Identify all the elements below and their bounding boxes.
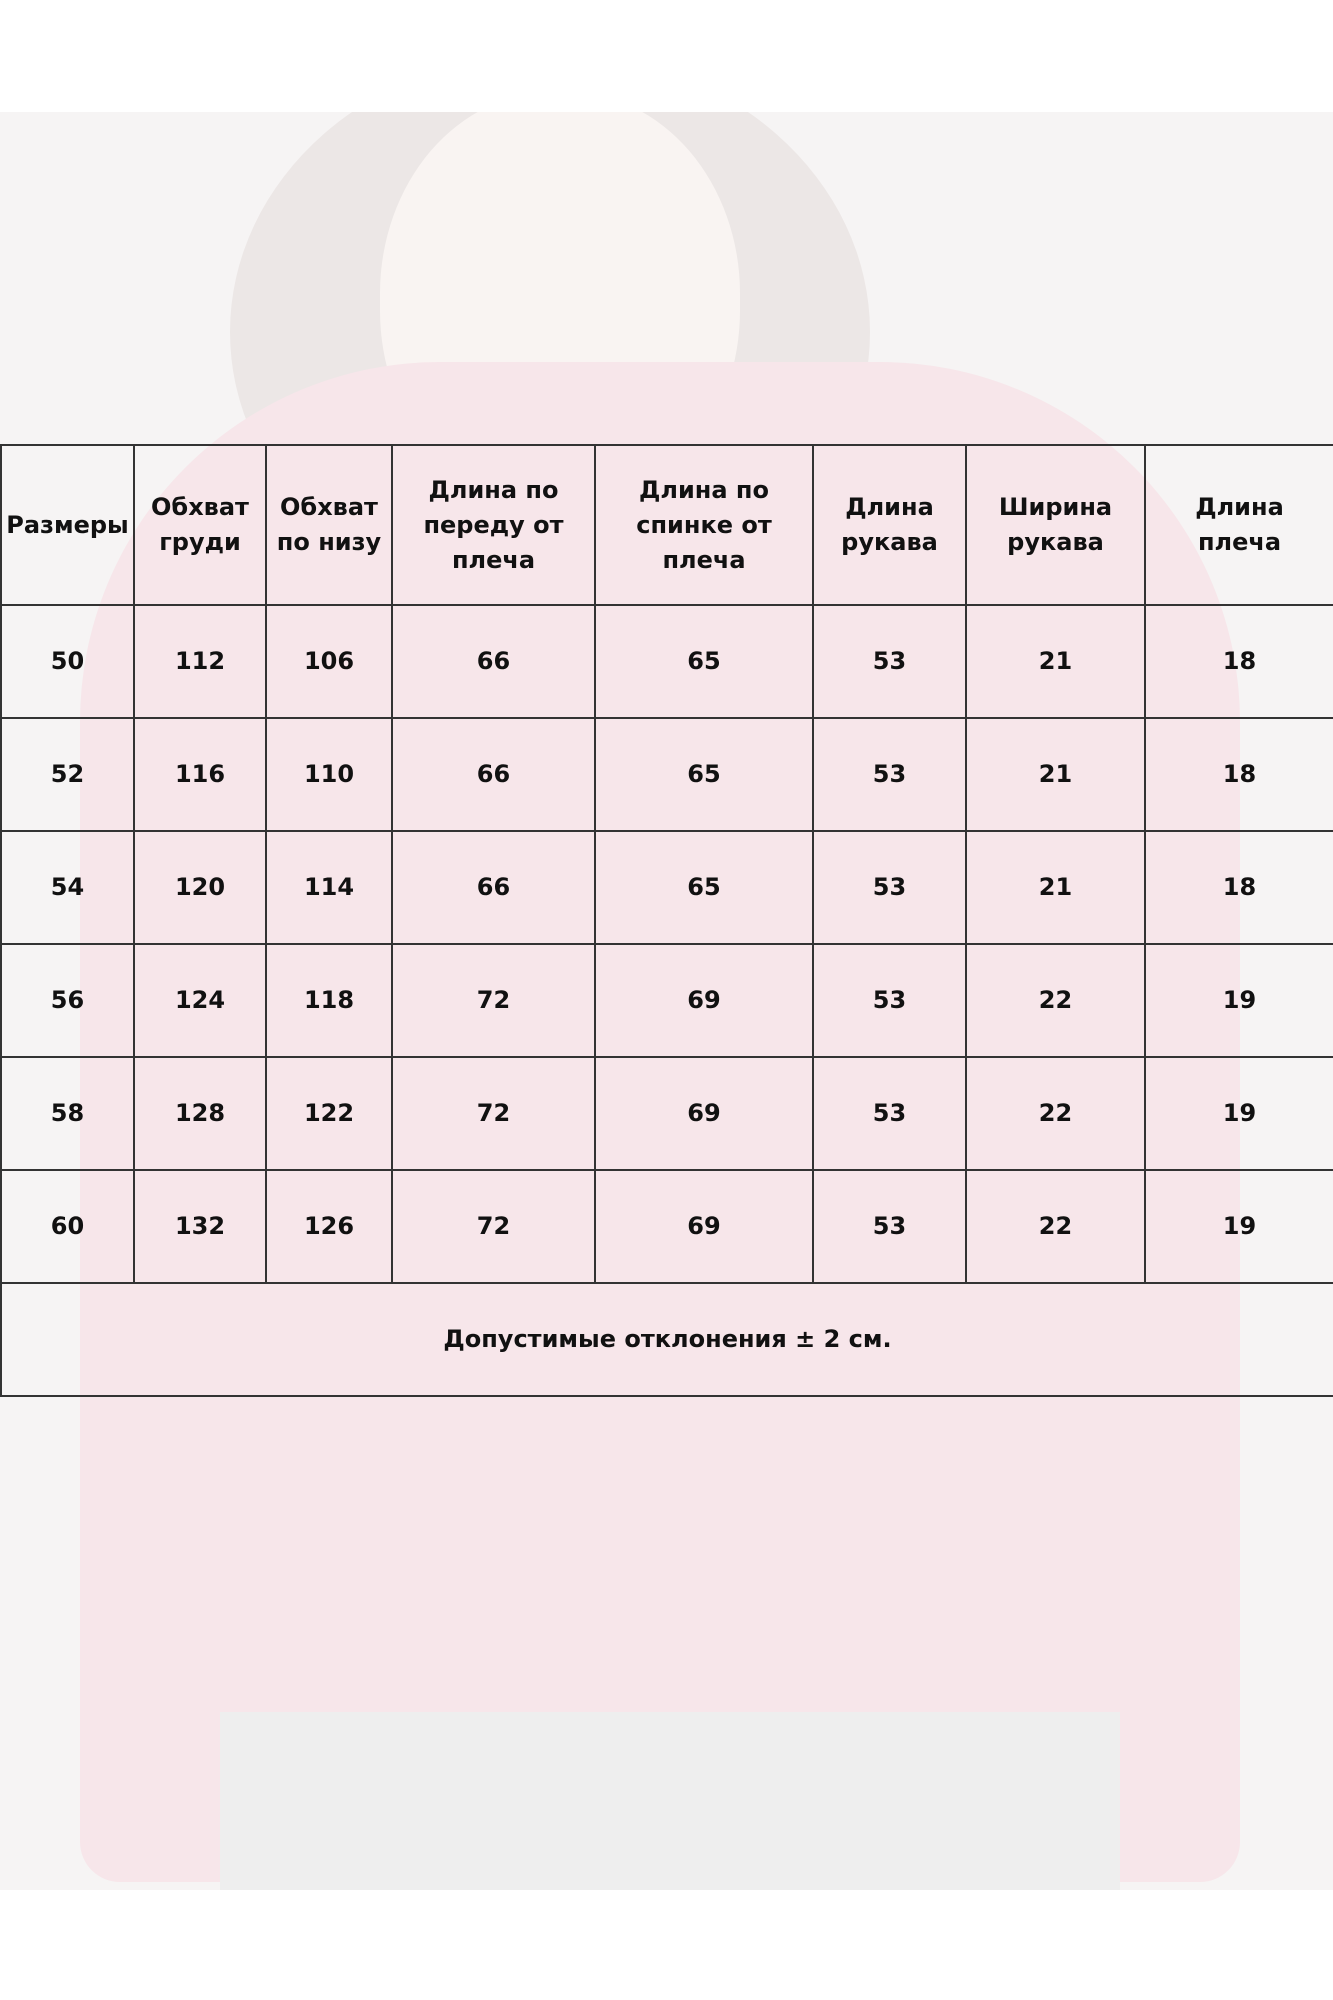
table-row bbox=[1, 831, 1333, 944]
cell-size: 54 bbox=[1, 831, 134, 944]
cell-front-length: 72 bbox=[392, 1057, 595, 1170]
size-chart-header bbox=[1, 445, 1333, 605]
cell-chest-girth: 128 bbox=[134, 1057, 266, 1170]
header-sleeve-width: Ширина рукава bbox=[966, 445, 1145, 605]
cell-back-length: 69 bbox=[595, 944, 813, 1057]
table-row bbox=[1, 1057, 1333, 1170]
cell-sleeve-length: 53 bbox=[813, 718, 966, 831]
header-back-length: Длина по спинке от плеча bbox=[595, 445, 813, 605]
size-chart-body bbox=[1, 605, 1333, 1283]
cell-front-length: 66 bbox=[392, 718, 595, 831]
header-sizes: Размеры bbox=[1, 445, 134, 605]
cell-sleeve-width: 21 bbox=[966, 605, 1145, 718]
cell-sleeve-length: 53 bbox=[813, 1057, 966, 1170]
cell-size: 52 bbox=[1, 718, 134, 831]
cell-sleeve-width: 22 bbox=[966, 1057, 1145, 1170]
cell-front-length: 66 bbox=[392, 831, 595, 944]
cell-shoulder-length: 18 bbox=[1145, 605, 1333, 718]
cell-front-length: 72 bbox=[392, 944, 595, 1057]
cell-sleeve-width: 21 bbox=[966, 718, 1145, 831]
cell-back-length: 65 bbox=[595, 605, 813, 718]
cell-hem-girth: 106 bbox=[266, 605, 392, 718]
background-pants bbox=[220, 1712, 1120, 1890]
cell-back-length: 69 bbox=[595, 1057, 813, 1170]
table-row bbox=[1, 605, 1333, 718]
header-front-length: Длина по переду от плеча bbox=[392, 445, 595, 605]
cell-size: 60 bbox=[1, 1170, 134, 1283]
cell-sleeve-length: 53 bbox=[813, 831, 966, 944]
cell-hem-girth: 118 bbox=[266, 944, 392, 1057]
header-row bbox=[1, 445, 1333, 605]
cell-shoulder-length: 19 bbox=[1145, 944, 1333, 1057]
cell-hem-girth: 114 bbox=[266, 831, 392, 944]
cell-back-length: 65 bbox=[595, 831, 813, 944]
cell-hem-girth: 122 bbox=[266, 1057, 392, 1170]
cell-back-length: 65 bbox=[595, 718, 813, 831]
cell-sleeve-width: 22 bbox=[966, 1170, 1145, 1283]
table-row bbox=[1, 1170, 1333, 1283]
header-hem-girth: Обхват по низу bbox=[266, 445, 392, 605]
cell-chest-girth: 124 bbox=[134, 944, 266, 1057]
cell-size: 58 bbox=[1, 1057, 134, 1170]
cell-chest-girth: 132 bbox=[134, 1170, 266, 1283]
cell-chest-girth: 116 bbox=[134, 718, 266, 831]
cell-shoulder-length: 18 bbox=[1145, 718, 1333, 831]
cell-chest-girth: 120 bbox=[134, 831, 266, 944]
header-shoulder-length: Длина плеча bbox=[1145, 445, 1333, 605]
cell-front-length: 72 bbox=[392, 1170, 595, 1283]
cell-sleeve-length: 53 bbox=[813, 605, 966, 718]
header-chest-girth: Обхват груди bbox=[134, 445, 266, 605]
cell-sleeve-width: 21 bbox=[966, 831, 1145, 944]
cell-shoulder-length: 19 bbox=[1145, 1170, 1333, 1283]
cell-chest-girth: 112 bbox=[134, 605, 266, 718]
table-row bbox=[1, 718, 1333, 831]
cell-sleeve-length: 53 bbox=[813, 1170, 966, 1283]
tolerance-note: Допустимые отклонения ± 2 см. bbox=[1, 1283, 1333, 1396]
table-row bbox=[1, 944, 1333, 1057]
size-chart-table bbox=[0, 444, 1333, 1397]
cell-back-length: 69 bbox=[595, 1170, 813, 1283]
cell-hem-girth: 126 bbox=[266, 1170, 392, 1283]
size-chart-footer bbox=[1, 1283, 1333, 1396]
cell-sleeve-width: 22 bbox=[966, 944, 1145, 1057]
cell-shoulder-length: 19 bbox=[1145, 1057, 1333, 1170]
cell-shoulder-length: 18 bbox=[1145, 831, 1333, 944]
header-sleeve-length: Длина рукава bbox=[813, 445, 966, 605]
cell-sleeve-length: 53 bbox=[813, 944, 966, 1057]
cell-size: 50 bbox=[1, 605, 134, 718]
cell-hem-girth: 110 bbox=[266, 718, 392, 831]
footnote-row bbox=[1, 1283, 1333, 1396]
cell-size: 56 bbox=[1, 944, 134, 1057]
cell-front-length: 66 bbox=[392, 605, 595, 718]
